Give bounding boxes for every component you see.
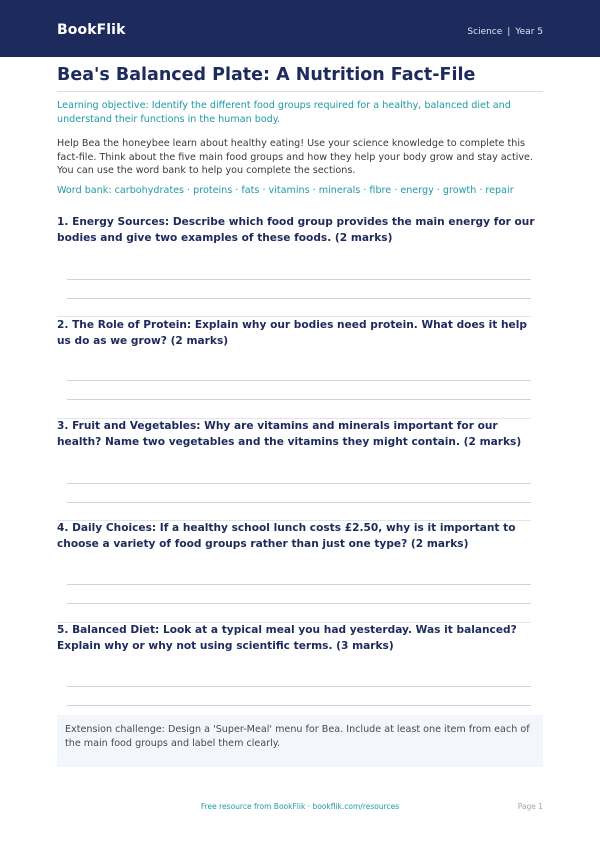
answer-line[interactable] — [67, 603, 531, 604]
answer-line[interactable] — [67, 298, 531, 299]
question-3: 3. Fruit and Vegetables: Why are vitamins and minerals important for our health? Name two vegetables and the vitamins they might contain. (2 marks) — [57, 420, 522, 448]
word-bank: Word bank: carbohydrates · proteins · fats · vitamins · minerals · fibre · energy · growth · repair — [57, 185, 514, 196]
answer-line[interactable] — [67, 584, 531, 585]
extension-challenge-box — [57, 715, 543, 767]
page-number: Page 1 — [517, 802, 543, 811]
answer-line[interactable] — [67, 399, 531, 400]
page-header — [0, 0, 600, 57]
answer-line[interactable] — [67, 502, 531, 503]
meta-separator: | — [507, 27, 511, 37]
answer-line[interactable] — [67, 380, 531, 381]
brand-logo[interactable]: BookFlik — [57, 22, 126, 38]
question-1: 1. Energy Sources: Describe which food group provides the main energy for our bodies and give two examples of these foods. (2 marks) — [57, 216, 535, 244]
question-2: 2. The Role of Protein: Explain why our bodies need protein. What does it help us do as we grow? (2 marks) — [57, 319, 527, 347]
subject-year-label — [467, 27, 543, 37]
footer-link[interactable]: Free resource from BookFlik · bookflik.com/resources — [200, 802, 400, 811]
year-label: Year 5 — [515, 27, 543, 37]
extension-challenge-text: Extension challenge: Design a 'Super-Meal' menu for Bea. Include at least one item from each of the main food groups and label them clearly. — [65, 724, 530, 749]
answer-line[interactable] — [67, 483, 531, 484]
subject-label: Science — [467, 27, 503, 37]
learning-objective: Learning objective: Identify the different food groups required for a healthy, balanced diet and understand their functions in the human body. — [57, 100, 511, 125]
answer-line[interactable] — [67, 279, 531, 280]
question-4: 4. Daily Choices: If a healthy school lunch costs £2.50, why is it important to choose a variety of food groups rather than just one type? (2 marks) — [57, 522, 516, 550]
intro-paragraph: Help Bea the honeybee learn about healthy eating! Use your science knowledge to complete this fact-file. Think about the five main food groups and how they help your body grow and stay active. You can use the word bank to help you complete the sections. — [57, 138, 534, 176]
answer-line[interactable] — [67, 705, 531, 706]
title-divider — [57, 91, 543, 92]
question-divider — [57, 316, 531, 317]
answer-line[interactable] — [67, 686, 531, 687]
worksheet-title: Bea's Balanced Plate: A Nutrition Fact-File — [57, 65, 476, 85]
question-5: 5. Balanced Diet: Look at a typical meal you had yesterday. Was it balanced? Explain why or why not using scientific terms. (3 marks) — [57, 624, 517, 652]
